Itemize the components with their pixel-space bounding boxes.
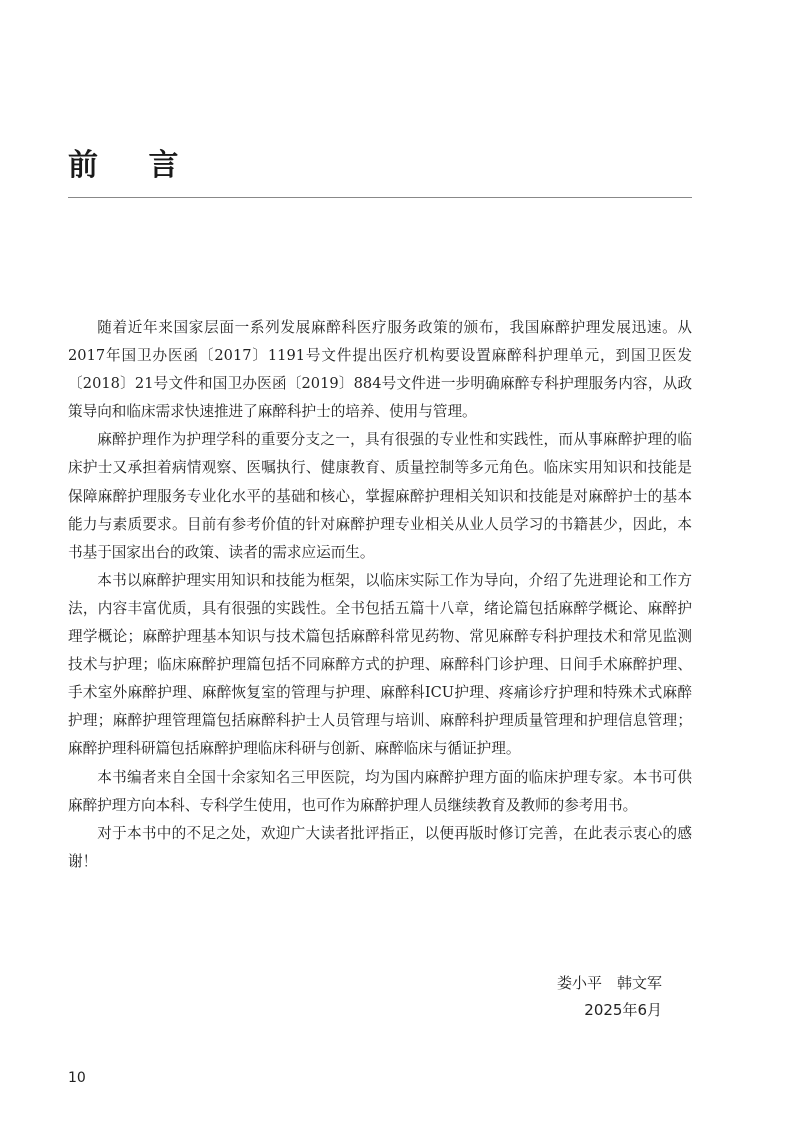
title-divider: [68, 197, 692, 198]
paragraph-1: 随着近年来国家层面一系列发展麻醉科医疗服务政策的颁布，我国麻醉护理发展迅速。从2017年国卫办医函〔2017〕1191号文件提出医疗机构要设置麻醉科护理单元，到国卫医发〔2018〕21号文件和国卫办医函〔2019〕884号文件进一步明确麻醉专科护理服务内容，从政策导向和临床需求快速推进了麻醉科护士的培养、使用与管理。: [68, 319, 692, 421]
paragraph-3: 本书以麻醉护理实用知识和技能为框架，以临床实际工作为导向，介绍了先进理论和工作方法，内容丰富优质，具有很强的实践性。全书包括五篇十八章，绪论篇包括麻醉学概论、麻醉护理学概论；麻醉护理基本知识与技术篇包括麻醉科常见药物、常见麻醉专科护理技术和常见监测技术与护理；临床麻醉护理篇包括不同麻醉方式的护理、麻醉科门诊护理、日间手术麻醉护理、手术室外麻醉护理、麻醉恢复室的管理与护理、麻醉科ICU护理、疼痛诊疗护理和特殊术式麻醉护理；麻醉护理管理篇包括麻醉科护士人员管理与培训、麻醉科护理质量管理和护理信息管理；麻醉护理科研篇包括麻醉护理临床科研与创新、麻醉临床与循证护理。: [68, 571, 692, 758]
page-number: 10: [68, 1070, 86, 1086]
author-names: 娄小平 韩文军: [556, 974, 662, 992]
preface-body: [68, 314, 692, 876]
paragraph-2: 麻醉护理作为护理学科的重要分支之一，具有很强的专业性和实践性，而从事麻醉护理的临床护士又承担着病情观察、医嘱执行、健康教育、质量控制等多元角色。临床实用知识和技能是保障麻醉护理服务专业化水平的基础和核心，掌握麻醉护理相关知识和技能是对麻醉护士的基本能力与素质要求。目前有参考价值的针对麻醉护理专业相关从业人员学习的书籍甚少，因此，本书基于国家出台的政策、读者的需求应运而生。: [68, 431, 692, 561]
paragraph-5: 对于本书中的不足之处，欢迎广大读者批评指正，以便再版时修订完善，在此表示衷心的感谢！: [68, 824, 692, 870]
signature-date: 2025年6月: [584, 1001, 662, 1019]
page-title: 前 言: [68, 148, 199, 183]
signature-block: [557, 970, 662, 1024]
paragraph-4: 本书编者来自全国十余家知名三甲医院，均为国内麻醉护理方面的临床护理专家。本书可供麻醉护理方向本科、专科学生使用，也可作为麻醉护理人员继续教育及教师的参考用书。: [68, 768, 692, 814]
